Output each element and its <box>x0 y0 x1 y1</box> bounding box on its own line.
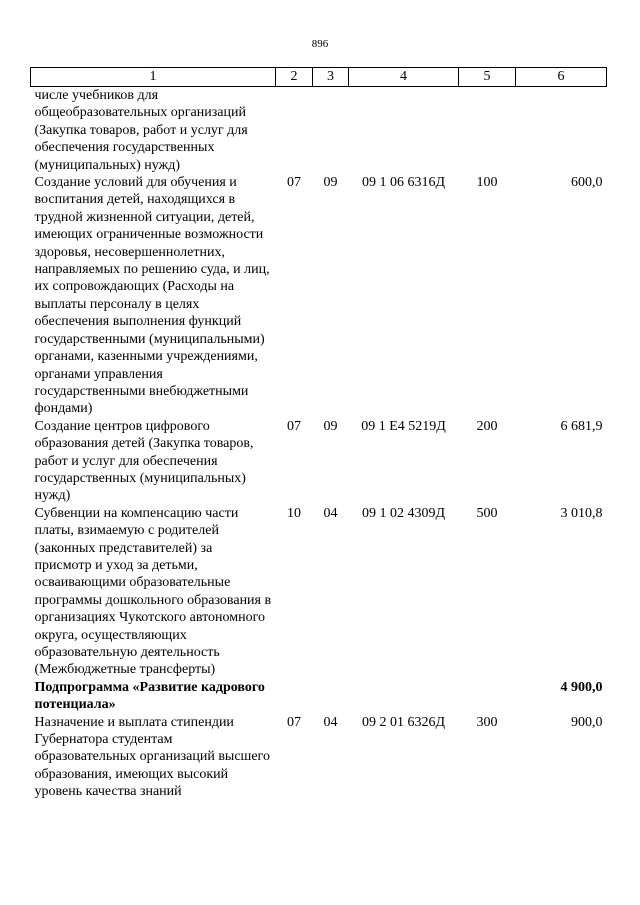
page-number: 896 <box>311 38 329 50</box>
table-row <box>31 418 607 505</box>
row-name: числе учебников для общеобразовательных организаций (Закупка товаров, работ и услуг для обеспечения государственных (муниципальных) нужд) <box>34 88 248 173</box>
row-target-article: 09 1 02 4309Д <box>361 505 446 521</box>
row-target-article: 09 2 01 6326Д <box>361 714 446 730</box>
row-expense-type: 300 <box>476 714 498 730</box>
row-subsection: 09 <box>323 418 338 434</box>
row-amount: 4 900,0 <box>560 679 603 695</box>
row-subsection: 04 <box>323 505 338 521</box>
row-amount: 900,0 <box>571 714 603 730</box>
row-subsection: 04 <box>323 714 338 730</box>
row-expense-type <box>459 679 516 714</box>
header-cell-amount: 6 <box>516 68 607 87</box>
row-amount: 6 681,9 <box>560 418 603 434</box>
table-row <box>31 505 607 679</box>
header-cell-target-article: 4 <box>349 68 459 87</box>
row-section: 10 <box>287 505 301 521</box>
row-name: Субвенции на компенсацию части платы, взимаемую с родителей (законных представителей) за присмотр и уход за детьми, осваивающими образовательные программы дошкольного образования в организациях Чукотского автономного округа, осуществляющих образовательную деятельность (Межбюджетные трансферты) <box>34 505 272 678</box>
row-target-article <box>349 87 459 175</box>
row-name: Подпрограмма «Развитие кадрового потенциала» <box>34 679 265 713</box>
row-target-article: 09 1 06 6316Д <box>361 175 446 191</box>
row-subsection <box>313 679 349 714</box>
row-section <box>276 87 313 175</box>
header-cell-expense-type: 5 <box>459 68 516 87</box>
row-target-article <box>349 679 459 714</box>
table-row <box>31 87 607 175</box>
header-cell-section: 2 <box>276 68 313 87</box>
table-body <box>31 87 607 801</box>
row-amount <box>516 87 607 175</box>
header-row <box>31 68 607 87</box>
row-section: 07 <box>287 418 301 434</box>
row-section: 07 <box>287 175 301 191</box>
row-expense-type: 100 <box>476 175 498 191</box>
row-name: Назначение и выплата стипендии Губернатора студентам образовательных организаций высшего образования, имеющих высокий уровень качества знаний <box>34 714 270 800</box>
row-section: 07 <box>287 714 301 730</box>
row-amount: 600,0 <box>571 175 603 191</box>
table-header <box>31 68 607 87</box>
row-amount: 3 010,8 <box>560 505 603 521</box>
row-expense-type <box>459 87 516 175</box>
row-expense-type: 200 <box>476 418 498 434</box>
table-row <box>31 174 607 418</box>
row-subsection: 09 <box>323 175 338 191</box>
header-cell-name: 1 <box>31 68 276 87</box>
row-name: Создание условий для обучения и воспитания детей, находящихся в трудной жизненной ситуации, детей, имеющих ограниченные возможности здоровья, несовершеннолетних, направляемых по решению суда, и лиц, их сопровождающих (Расходы на выплаты персоналу в целях обеспечения выполнения функций государственными (муниципальными) органами, казенными учреждениями, органами управления государственными внебюджетными фондами) <box>34 175 270 417</box>
table-row-subprogram <box>31 679 607 714</box>
row-section <box>276 679 313 714</box>
row-expense-type: 500 <box>476 505 498 521</box>
budget-table <box>30 67 607 801</box>
row-subsection <box>313 87 349 175</box>
row-target-article: 09 1 E4 5219Д <box>361 418 446 434</box>
row-name: Создание центров цифрового образования детей (Закупка товаров, работ и услуг для обеспечения государственных (муниципальных) нужд) <box>34 418 254 504</box>
table-row <box>31 714 607 801</box>
header-cell-subsection: 3 <box>313 68 349 87</box>
